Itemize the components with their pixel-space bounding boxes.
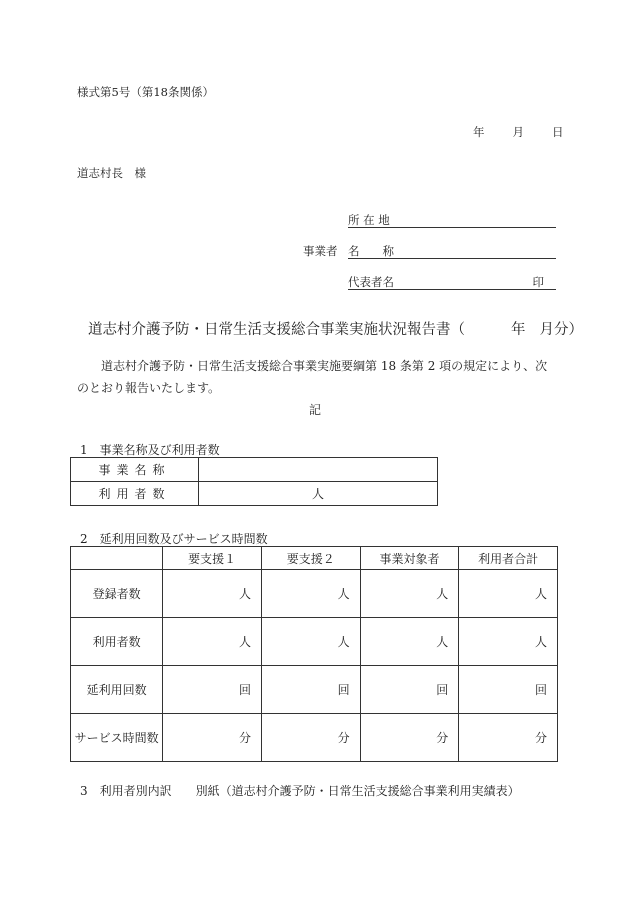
- seal-mark: 印: [532, 275, 544, 289]
- row-header: 登録者数: [71, 570, 163, 618]
- name-label: 名 称: [348, 244, 394, 258]
- date-day: 日: [552, 125, 564, 139]
- table-cell[interactable]: 人: [163, 570, 262, 618]
- table-cell[interactable]: 分: [360, 714, 459, 762]
- table-cell[interactable]: 人: [459, 618, 558, 666]
- column-header: 利用者合計: [459, 547, 558, 570]
- corner-cell: [71, 547, 163, 570]
- table-row: [71, 666, 558, 714]
- address-line: [348, 212, 556, 228]
- name-line: [348, 243, 556, 259]
- business-name-value[interactable]: [199, 458, 438, 482]
- business-name-label: 事業名称: [71, 458, 199, 482]
- title-main: 道志村介護予防・日常生活支援総合事業実施状況報告書（: [88, 322, 465, 338]
- table-cell[interactable]: 人: [360, 618, 459, 666]
- table-row: [71, 482, 438, 506]
- table-cell[interactable]: 人: [163, 618, 262, 666]
- table-cell[interactable]: 人: [360, 570, 459, 618]
- section1-heading: 1 事業名称及び利用者数: [80, 443, 220, 457]
- section3-heading: 3 利用者別内訳 別紙（道志村介護予防・日常生活支援総合事業利用実績表）: [80, 784, 520, 798]
- column-header: 要支援２: [261, 547, 360, 570]
- row-header: サービス時間数: [71, 714, 163, 762]
- table-row: [71, 618, 558, 666]
- business-table: [70, 457, 438, 506]
- report-title: [88, 318, 583, 339]
- table-row: [71, 714, 558, 762]
- table-cell[interactable]: 回: [163, 666, 262, 714]
- table-row: [71, 458, 438, 482]
- representative-line: [348, 274, 556, 290]
- usage-table: [70, 546, 558, 762]
- table-cell[interactable]: 分: [163, 714, 262, 762]
- table-cell[interactable]: 人: [261, 618, 360, 666]
- form-number: 様式第5号（第18条関係）: [77, 85, 214, 99]
- body-paragraph: 道志村介護予防・日常生活支援総合事業実施要綱第 18 条第 2 項の規定により、次のとおり報告いたします。: [77, 359, 548, 395]
- table-row: [71, 570, 558, 618]
- title-month: 月分）: [539, 322, 583, 338]
- table-cell[interactable]: 人: [459, 570, 558, 618]
- addressee: 道志村長 様: [77, 166, 146, 180]
- table-cell[interactable]: 回: [360, 666, 459, 714]
- table-cell[interactable]: 人: [261, 570, 360, 618]
- body-text: [77, 355, 557, 399]
- ki-mark: 記: [309, 403, 322, 417]
- table-cell[interactable]: 回: [459, 666, 558, 714]
- row-header: 利用者数: [71, 618, 163, 666]
- table-cell[interactable]: 回: [261, 666, 360, 714]
- date-line: [473, 124, 564, 140]
- title-year: 年: [511, 322, 526, 338]
- column-header: 事業対象者: [360, 547, 459, 570]
- table-header-row: [71, 547, 558, 570]
- table-cell[interactable]: 分: [459, 714, 558, 762]
- column-header: 要支援１: [163, 547, 262, 570]
- address-label: 所 在 地: [348, 213, 390, 227]
- representative-label: 代表者名: [348, 275, 394, 289]
- date-year: 年: [473, 125, 485, 139]
- section2-heading: 2 延利用回数及びサービス時間数: [80, 532, 268, 546]
- row-header: 延利用回数: [71, 666, 163, 714]
- table-cell[interactable]: 分: [261, 714, 360, 762]
- user-count-value[interactable]: 人: [199, 482, 438, 506]
- user-count-label: 利用者数: [71, 482, 199, 506]
- date-month: 月: [512, 125, 524, 139]
- applicant-label: 事業者: [303, 244, 338, 258]
